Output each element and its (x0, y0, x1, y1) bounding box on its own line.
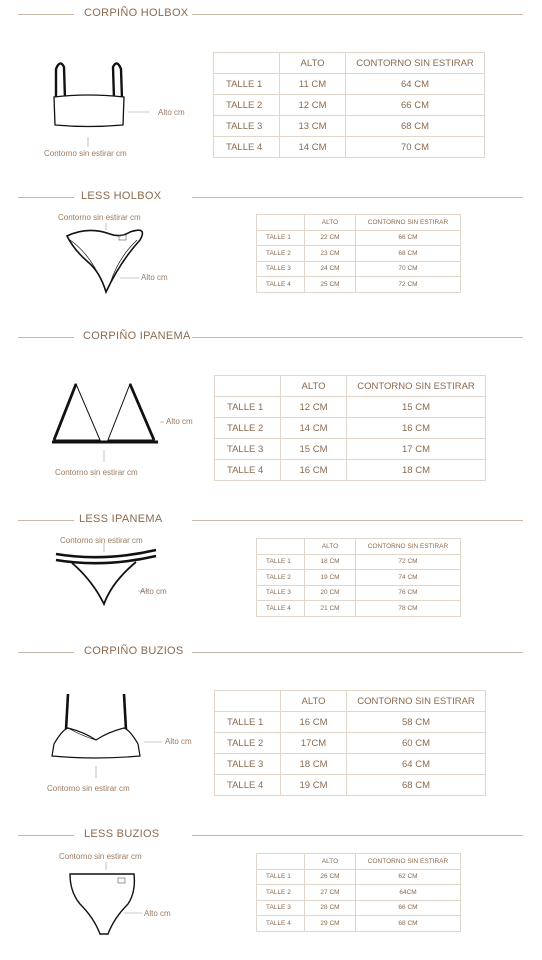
contorno-cell: 68 CM (347, 775, 486, 796)
alto-cell: 25 CM (305, 277, 356, 293)
contorno-cell: 66 CM (356, 900, 461, 916)
size-cell: TALLE 3 (214, 116, 280, 137)
contorno-cell: 18 CM (347, 460, 486, 481)
alto-cell: 14 CM (281, 418, 347, 439)
alto-cell: 22 CM (305, 230, 356, 246)
contorno-cell: 15 CM (347, 397, 486, 418)
alto-cell: 17CM (281, 733, 347, 754)
alto-cell: 24 CM (305, 261, 356, 277)
alto-cell: 23 CM (305, 246, 356, 262)
size-cell: TALLE 1 (257, 554, 305, 570)
size-cell: TALLE 2 (257, 246, 305, 262)
alto-cell: 15 CM (281, 439, 347, 460)
alto-cell: 26 CM (305, 869, 356, 885)
contorno-label: Contorno sin estirar cm (47, 784, 130, 793)
size-cell: TALLE 1 (215, 397, 281, 418)
header-cell-alto: ALTO (305, 854, 356, 870)
size-cell: TALLE 2 (214, 95, 280, 116)
header-cell-alto: ALTO (305, 539, 356, 555)
size-cell: TALLE 3 (215, 754, 281, 775)
table-row (257, 916, 461, 932)
table-row (257, 869, 461, 885)
alto-cell: 28 CM (305, 900, 356, 916)
size-cell: TALLE 1 (215, 712, 281, 733)
contorno-cell: 66 CM (346, 95, 485, 116)
size-cell: TALLE 1 (214, 74, 280, 95)
divider-left (18, 835, 74, 836)
alto-cell: 27 CM (305, 885, 356, 901)
contorno-cell: 68 CM (346, 116, 485, 137)
header-cell-contorno: CONTORNO SIN ESTIRAR (347, 691, 486, 712)
size-cell: TALLE 4 (257, 916, 305, 932)
header-cell-alto: ALTO (281, 376, 347, 397)
section-title: CORPIÑO IPANEMA (83, 330, 191, 342)
section-title: LESS BUZIOS (84, 828, 160, 840)
header-cell-contorno: CONTORNO SIN ESTIRAR (347, 376, 486, 397)
alto-cell: 16 CM (281, 712, 347, 733)
size-table (256, 853, 461, 932)
header-cell-alto: ALTO (281, 691, 347, 712)
alto-cell: 12 CM (280, 95, 346, 116)
size-cell: TALLE 1 (257, 869, 305, 885)
size-cell: TALLE 1 (257, 230, 305, 246)
size-cell: TALLE 2 (215, 418, 281, 439)
contorno-cell: 16 CM (347, 418, 486, 439)
header-cell-contorno: CONTORNO SIN ESTIRAR (346, 53, 485, 74)
table-header-row (257, 854, 461, 870)
size-cell: TALLE 3 (257, 585, 305, 601)
header-cell (257, 854, 305, 870)
contorno-cell: 74 CM (356, 570, 461, 586)
header-cell-contorno: CONTORNO SIN ESTIRAR (356, 539, 461, 555)
contorno-cell: 72 CM (356, 554, 461, 570)
size-cell: TALLE 3 (215, 439, 281, 460)
table-row (257, 885, 461, 901)
contorno-cell: 76 CM (356, 585, 461, 601)
high-waist-bottom-diagram (62, 862, 172, 942)
divider-right (192, 835, 523, 836)
header-cell-contorno: CONTORNO SIN ESTIRAR (356, 215, 461, 231)
contorno-cell: 64 CM (346, 74, 485, 95)
size-cell: TALLE 3 (257, 261, 305, 277)
alto-cell: 18 CM (305, 554, 356, 570)
alto-label: Alto cm (158, 108, 185, 117)
alto-label: Alto cm (165, 737, 192, 746)
alto-label: Alto cm (166, 417, 193, 426)
section-title: CORPIÑO HOLBOX (84, 7, 189, 19)
contorno-cell: 68 CM (356, 916, 461, 932)
contorno-cell: 68 CM (356, 246, 461, 262)
table-row (257, 900, 461, 916)
size-cell: TALLE 2 (215, 733, 281, 754)
contorno-label: Contorno sin estirar cm (55, 468, 138, 477)
section-title: CORPIÑO BUZIOS (84, 645, 184, 657)
alto-cell: 29 CM (305, 916, 356, 932)
alto-cell: 18 CM (281, 754, 347, 775)
alto-label: Alto cm (141, 273, 168, 282)
alto-cell: 16 CM (281, 460, 347, 481)
contorno-cell: 72 CM (356, 277, 461, 293)
contorno-cell: 70 CM (356, 261, 461, 277)
contorno-cell: 78 CM (356, 601, 461, 617)
contorno-cell: 70 CM (346, 137, 485, 158)
alto-cell: 21 CM (305, 601, 356, 617)
size-cell: TALLE 4 (214, 137, 280, 158)
section-title: LESS IPANEMA (79, 513, 163, 525)
alto-cell: 12 CM (281, 397, 347, 418)
size-cell: TALLE 2 (257, 885, 305, 901)
section-title: LESS HOLBOX (81, 190, 162, 202)
contorno-cell: 58 CM (347, 712, 486, 733)
size-cell: TALLE 4 (257, 277, 305, 293)
contorno-label: Contorno sin estirar cm (44, 149, 127, 158)
alto-label: Alto cm (140, 587, 167, 596)
alto-cell: 13 CM (280, 116, 346, 137)
contorno-label: Contorno sin estirar cm (60, 536, 143, 545)
contorno-label: Contorno sin estirar cm (59, 852, 142, 861)
alto-label: Alto cm (144, 909, 171, 918)
contorno-cell: 60 CM (347, 733, 486, 754)
header-cell-alto: ALTO (280, 53, 346, 74)
size-cell: TALLE 4 (257, 601, 305, 617)
alto-cell: 19 CM (305, 570, 356, 586)
size-cell: TALLE 4 (215, 460, 281, 481)
section-header (18, 828, 523, 842)
header-cell-contorno: CONTORNO SIN ESTIRAR (356, 854, 461, 870)
size-cell: TALLE 2 (257, 570, 305, 586)
contorno-cell: 62 CM (356, 869, 461, 885)
size-cell: TALLE 3 (257, 900, 305, 916)
alto-cell: 11 CM (280, 74, 346, 95)
contorno-label: Contorno sin estirar cm (58, 213, 141, 222)
alto-cell: 20 CM (305, 585, 356, 601)
contorno-cell: 64CM (356, 885, 461, 901)
contorno-cell: 64 CM (347, 754, 486, 775)
alto-cell: 14 CM (280, 137, 346, 158)
alto-cell: 19 CM (281, 775, 347, 796)
contorno-cell: 17 CM (347, 439, 486, 460)
header-cell-alto: ALTO (305, 215, 356, 231)
size-cell: TALLE 4 (215, 775, 281, 796)
contorno-cell: 66 CM (356, 230, 461, 246)
